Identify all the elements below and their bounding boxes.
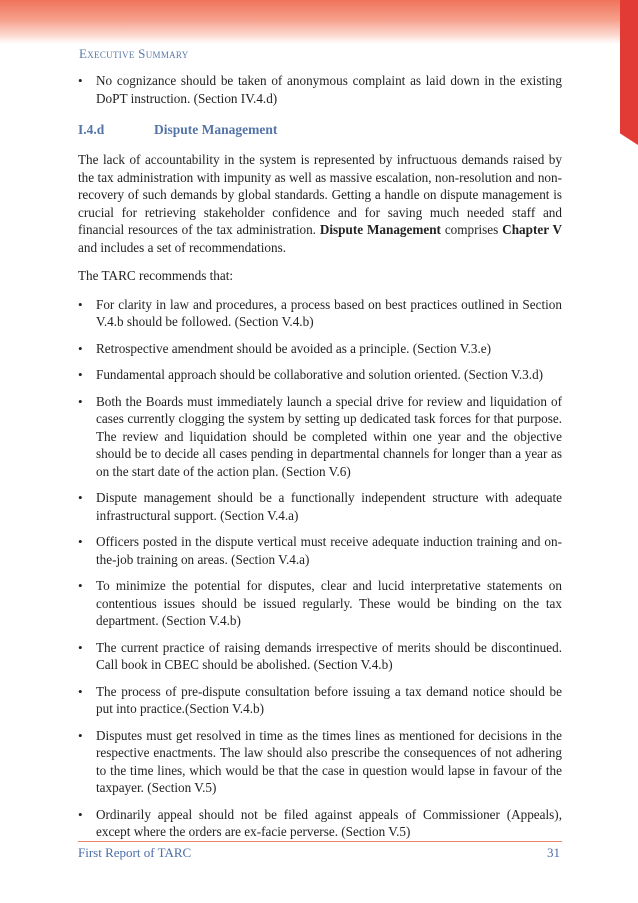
- list-item: [78, 533, 562, 568]
- recommends-intro: The TARC recommends that:: [78, 268, 234, 283]
- list-item-text: Officers posted in the dispute vertical must receive adequate induction training and on-the-job training on areas. (Section V.4.a): [96, 534, 562, 567]
- page-body: [78, 72, 562, 850]
- paragraph-text-2: comprises: [440, 222, 503, 237]
- bullet-marker: •: [78, 639, 83, 655]
- bullet-marker: •: [78, 367, 83, 382]
- page-number: 31: [547, 845, 560, 860]
- recommendation-list: [78, 296, 562, 841]
- list-item: [78, 296, 562, 331]
- list-item: [78, 639, 562, 674]
- bullet-marker: •: [78, 490, 83, 505]
- bullet-marker: •: [78, 727, 83, 743]
- list-item-text: Fundamental approach should be collaborative and solution oriented. (Section V.3.d): [96, 367, 544, 382]
- paragraph-text-3: and includes a set of recommendations.: [78, 239, 287, 255]
- running-header: Executive Summary: [79, 46, 189, 61]
- footer-rule: [78, 841, 562, 842]
- list-item: [78, 806, 562, 841]
- intro-bullet-text: No cognizance should be taken of anonymous complaint as laid down in the existing DoPT instruction. (Section IV.4.d): [96, 73, 562, 106]
- list-item-text: Ordinarily appeal should not be filed against appeals of Commissioner (Appeals), except where the orders are ex-facie perverse. (Section V.5): [96, 806, 562, 839]
- list-item-text: The current practice of raising demands irrespective of merits should be discontinued. Call book in CBEC should be abolished. (Section V.4.b): [96, 639, 562, 672]
- paragraph-text-1: The lack of accountability in the system is represented by infructuous demands raised by the tax administration with impunity as well as massive escalation, non-resolution and non-recovery of such demands by global standards. Getting a handle on dispute management is crucial for retrieving stakeholder confidence and for saving much needed staff and financial resources of the tax administration.: [78, 152, 562, 237]
- list-item: [78, 393, 562, 481]
- list-item-text: Disputes must get resolved in time as the times lines as mentioned for decisions in the respective enactments. The law should also prescribe the consequences of not adhering to the time lines, which would be that the case in question would lapse in favour of the taxpayer. (Section V.5): [96, 727, 562, 795]
- list-item: [78, 489, 562, 524]
- intro-bullet: [78, 72, 562, 107]
- list-item-text: Retrospective amendment should be avoided as a principle. (Section V.3.e): [96, 340, 492, 356]
- list-item-text: For clarity in law and procedures, a process based on best practices outlined in Section V.4.b should be followed. (Section V.4.b): [96, 296, 562, 329]
- section-number: I.4.d: [78, 122, 105, 137]
- list-item: [78, 727, 562, 797]
- bullet-marker: •: [78, 578, 83, 593]
- section-title: Dispute Management: [154, 122, 278, 137]
- bullet-marker: •: [78, 534, 83, 549]
- corner-tab: [620, 0, 638, 145]
- bullet-marker: •: [78, 393, 83, 409]
- header-band: [0, 0, 638, 44]
- list-item: [78, 577, 562, 630]
- bullet-marker: •: [78, 296, 83, 312]
- paragraph-bold-chapter: Chapter V: [502, 222, 562, 237]
- list-item: [78, 366, 562, 384]
- list-item: [78, 683, 562, 718]
- paragraph-bold-dispute: Dispute Management: [319, 222, 441, 237]
- bullet-marker: •: [78, 340, 83, 356]
- list-item-text: The process of pre-dispute consultation before issuing a tax demand notice should be put into practice.(Section V.4.b): [96, 683, 562, 716]
- list-item-text: To minimize the potential for disputes, clear and lucid interpretative statements on contentious issues should be issued regularly. These would be binding on the tax department. (Section V.4.b): [96, 578, 562, 628]
- list-item-text: Dispute management should be a functionally independent structure with adequate infrastructural support. (Section V.4.a): [96, 490, 562, 523]
- bullet-marker: •: [78, 73, 83, 88]
- footer-report-title: First Report of TARC: [78, 845, 192, 860]
- list-item-text: Both the Boards must immediately launch a special drive for review and liquidation of cases currently clogging the system by setting up dedicated task forces for that purpose. The review and liquidation should be completed within one year and the objective should be to decide all cases pending in departmental channels for longer than a year as on the start date of the action plan. (Section V.6): [96, 393, 562, 479]
- bullet-marker: •: [78, 806, 83, 822]
- list-item: [78, 340, 562, 358]
- bullet-marker: •: [78, 683, 83, 699]
- section-heading: [78, 121, 562, 139]
- body-paragraph: [78, 151, 562, 256]
